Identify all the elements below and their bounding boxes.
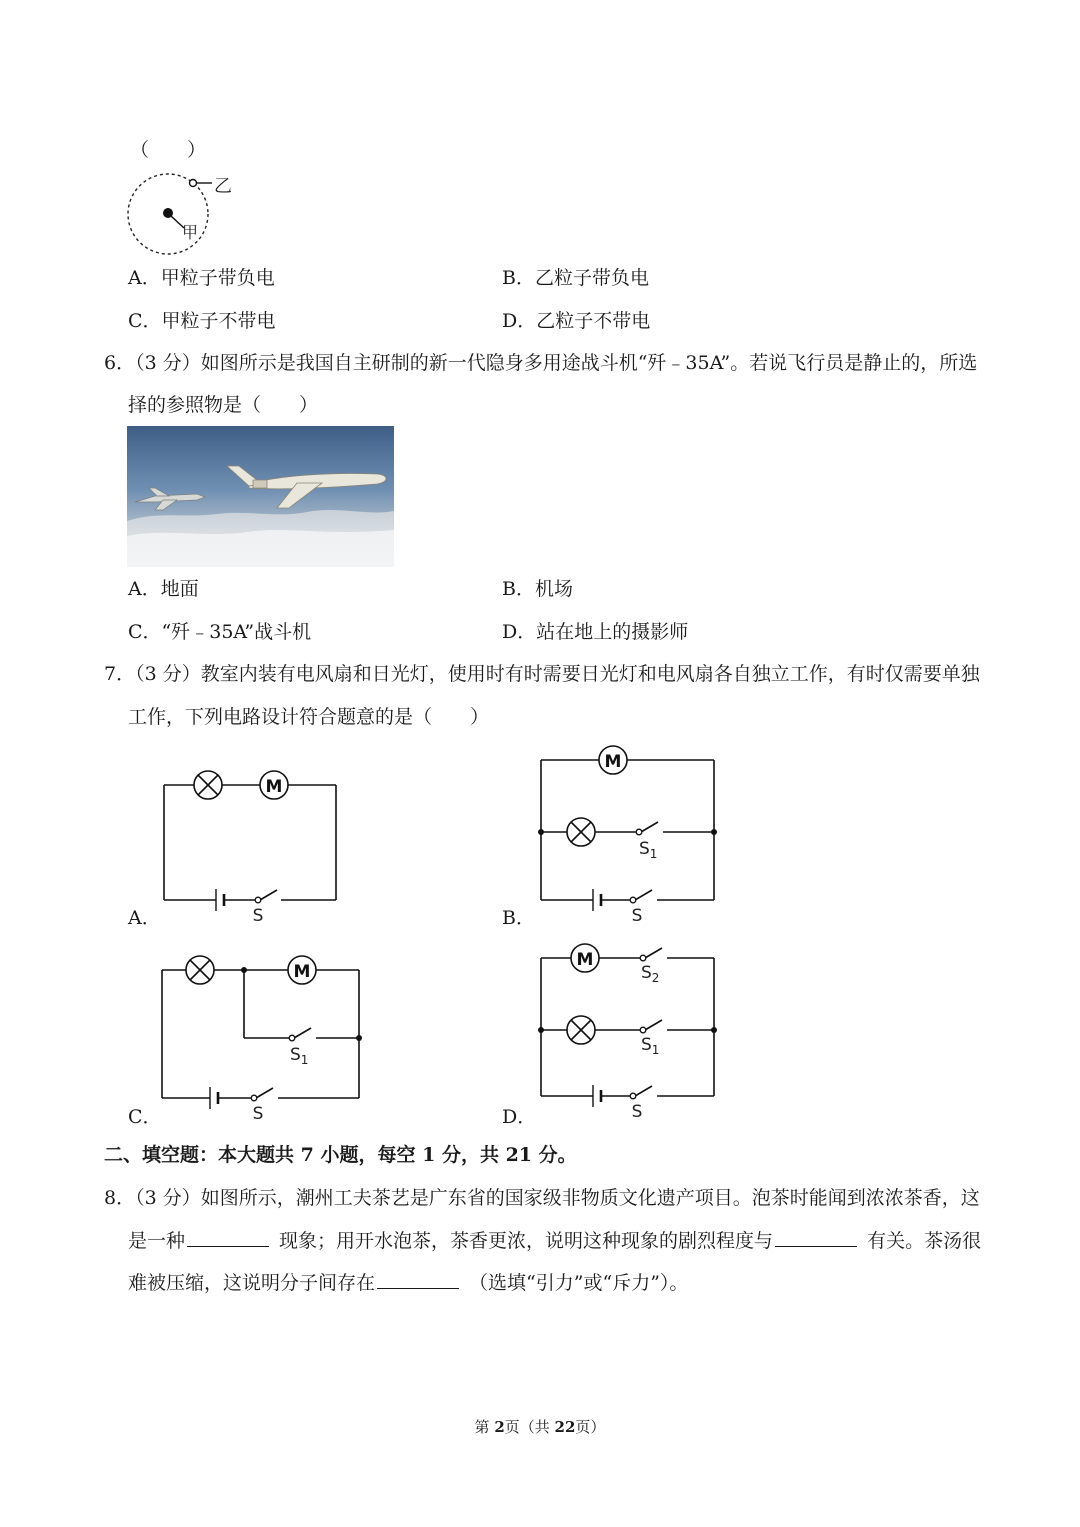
svg-text:M: M	[576, 950, 594, 970]
circuit-b[interactable]	[527, 742, 727, 927]
page-footer: 第 2页（共 22页）	[474, 1418, 606, 1436]
q6-option-a[interactable]: A．地面	[128, 578, 199, 600]
svg-text:S: S	[631, 1102, 643, 1122]
q5-option-d[interactable]: D．乙粒子不带电	[502, 310, 651, 332]
q5-option-c[interactable]: C．甲粒子不带电	[128, 310, 276, 332]
fighter-jet-photo	[127, 426, 394, 567]
section2-heading: 二、填空题：本大题共 7 小题，每空 1 分，共 21 分。	[104, 1144, 577, 1166]
q5-option-b[interactable]: B．乙粒子带负电	[502, 267, 649, 289]
svg-text:S: S	[252, 906, 264, 925]
label-jia: 甲	[182, 223, 199, 242]
svg-text:S2: $S_2$	[641, 963, 660, 985]
svg-text:S1: $S_1$	[641, 1035, 660, 1057]
q8-blank-3[interactable]	[377, 1270, 459, 1289]
svg-text:M: M	[265, 777, 283, 797]
q7-option-a-label[interactable]: A．	[128, 907, 161, 929]
svg-text:M: M	[293, 962, 311, 982]
q8-blank-2[interactable]	[775, 1228, 857, 1247]
svg-text:S: S	[631, 906, 643, 926]
svg-text:S1: $S_1$	[639, 839, 658, 861]
svg-text:S: S	[252, 1104, 264, 1124]
q7-stem-line2: 工作，下列电路设计符合题意的是（ ）	[128, 706, 490, 728]
q6-option-b[interactable]: B．机场	[502, 578, 573, 600]
q6-option-c[interactable]: C．“歼﹣35A”战斗机	[128, 621, 312, 643]
q5-option-a[interactable]: A．甲粒子带负电	[128, 267, 275, 289]
q8-stem-line1: 8．（3 分）如图所示，潮州工夫茶艺是广东省的国家级非物质文化遗产项目。泡茶时能闻到浓浓茶香，这	[104, 1187, 980, 1209]
circuit-a[interactable]	[150, 765, 350, 925]
circuit-c[interactable]	[150, 950, 370, 1125]
q6-stem-line2: 择的参照物是（ ）	[128, 394, 319, 416]
q7-stem-line1: 7．（3 分）教室内装有电风扇和日光灯，使用时有时需要日光灯和电风扇各自独立工作，有时仅需要单独	[104, 663, 980, 685]
svg-text:M: M	[604, 752, 622, 772]
q7-option-d-label[interactable]: D．	[502, 1106, 537, 1128]
q5-paren: （ ）	[130, 139, 207, 161]
label-yi: 乙	[214, 176, 232, 197]
q8-stem-line3: 难被压缩，这说明分子间存在 （选填“引力”或“斥力”）。	[128, 1272, 689, 1294]
particle-orbit-diagram	[118, 168, 248, 258]
q6-stem-line1: 6．（3 分）如图所示是我国自主研制的新一代隐身多用途战斗机“歼﹣35A”。若说飞行员是静止的，所选	[104, 352, 978, 374]
q6-option-d[interactable]: D．站在地上的摄影师	[502, 621, 689, 643]
particle-yi	[190, 180, 197, 187]
q8-blank-1[interactable]	[187, 1228, 269, 1247]
svg-text:S1: $S_1$	[290, 1045, 309, 1067]
q7-option-b-label[interactable]: B．	[502, 907, 535, 929]
q7-option-c-label[interactable]: C．	[128, 1106, 162, 1128]
q8-stem-line2: 是一种 现象；用开水泡茶，茶香更浓，说明这种现象的剧烈程度与 有关。茶汤很	[128, 1230, 982, 1252]
circuit-d[interactable]	[527, 940, 727, 1125]
